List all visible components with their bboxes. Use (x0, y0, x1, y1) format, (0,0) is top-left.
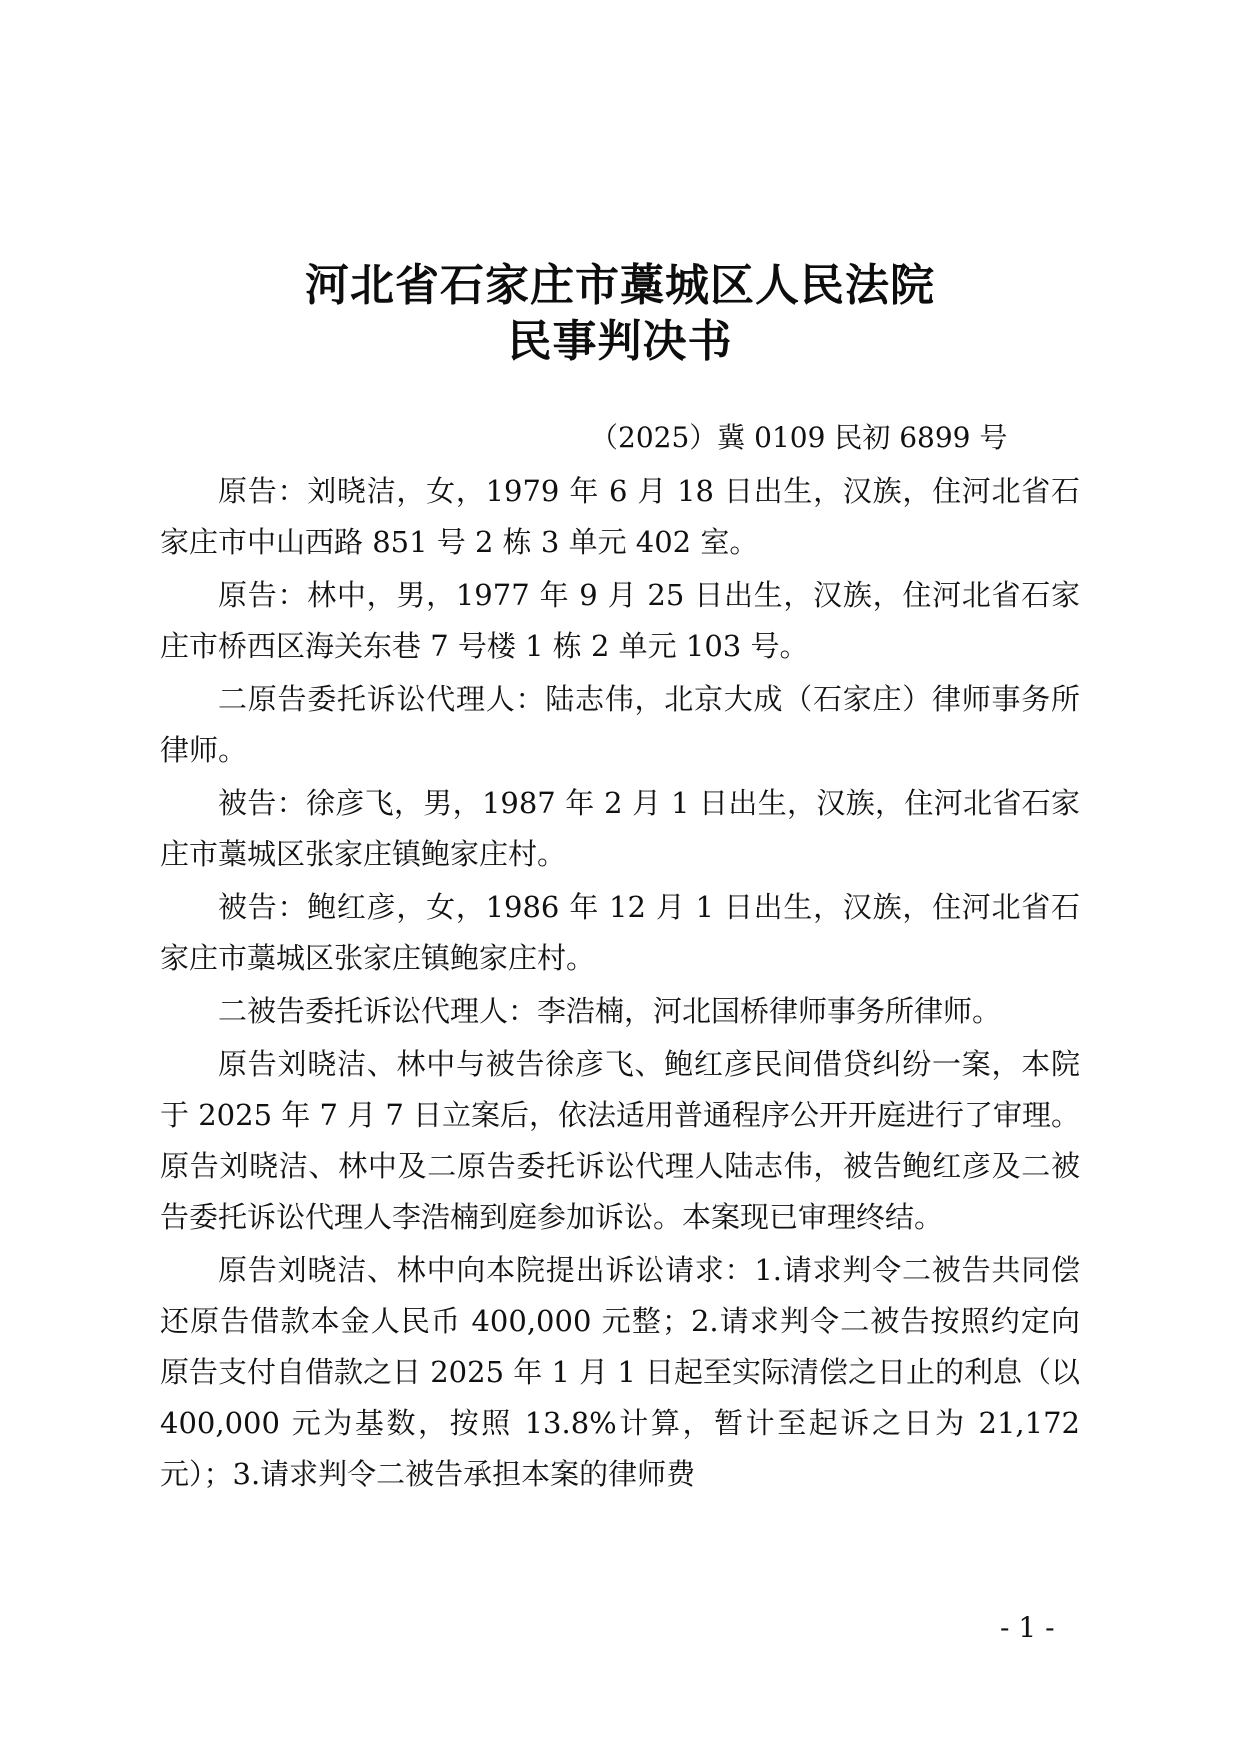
document-title (0, 258, 1240, 370)
paragraph-plaintiff-2: 原告：林中，男，1977 年 9 月 25 日出生，汉族，住河北省石家庄市桥西区海关东巷 7 号楼 1 栋 2 单元 103 号。 (160, 578, 1080, 663)
document-body (160, 466, 1080, 1502)
paragraph-plaintiff-1: 原告：刘晓洁，女，1979 年 6 月 18 日出生，汉族，住河北省石家庄市中山西路 851 号 2 栋 3 单元 402 室。 (160, 474, 1080, 559)
paragraph-plaintiff-agent: 二原告委托诉讼代理人：陆志伟，北京大成（石家庄）律师事务所律师。 (160, 682, 1080, 767)
paragraph-defendant-1: 被告：徐彦飞，男，1987 年 2 月 1 日出生，汉族，住河北省石家庄市藁城区张家庄镇鲍家庄村。 (160, 786, 1080, 871)
paragraph-defendant-agent: 二被告委托诉讼代理人：李浩楠，河北国桥律师事务所律师。 (218, 994, 1002, 1028)
document-type: 民事判决书 (507, 316, 733, 367)
paragraph-claims: 原告刘晓洁、林中向本院提出诉讼请求：1.请求判令二被告共同偿还原告借款本金人民币 400,000 元整；2.请求判令二被告按照约定向原告支付自借款之日 2025 年 1 月 1 日起至实际清偿之日止的利息（以 400,000 元为基数，按照 13.8%计算，暂计至起诉之日为 21,172 元）；3.请求判令二被告承担本案的律师费 (160, 1253, 1081, 1491)
paragraph-case-history: 原告刘晓洁、林中与被告徐彦飞、鲍红彦民间借贷纠纷一案，本院于 2025 年 7 月 7 日立案后，依法适用普通程序公开开庭进行了审理。原告刘晓洁、林中及二原告委托诉讼代理人陆志伟，被告鲍红彦及二被告委托诉讼代理人李浩楠到庭参加诉讼。本案现已审理终结。 (160, 1047, 1081, 1234)
case-number: （2025）冀 0109 民初 6899 号 (590, 421, 1008, 454)
court-name: 河北省石家庄市藁城区人民法院 (305, 260, 935, 311)
paragraph-defendant-2: 被告：鲍红彦，女，1986 年 12 月 1 日出生，汉族，住河北省石家庄市藁城区张家庄镇鲍家庄村。 (160, 890, 1080, 975)
page-number: - 1 - (1000, 1611, 1055, 1644)
